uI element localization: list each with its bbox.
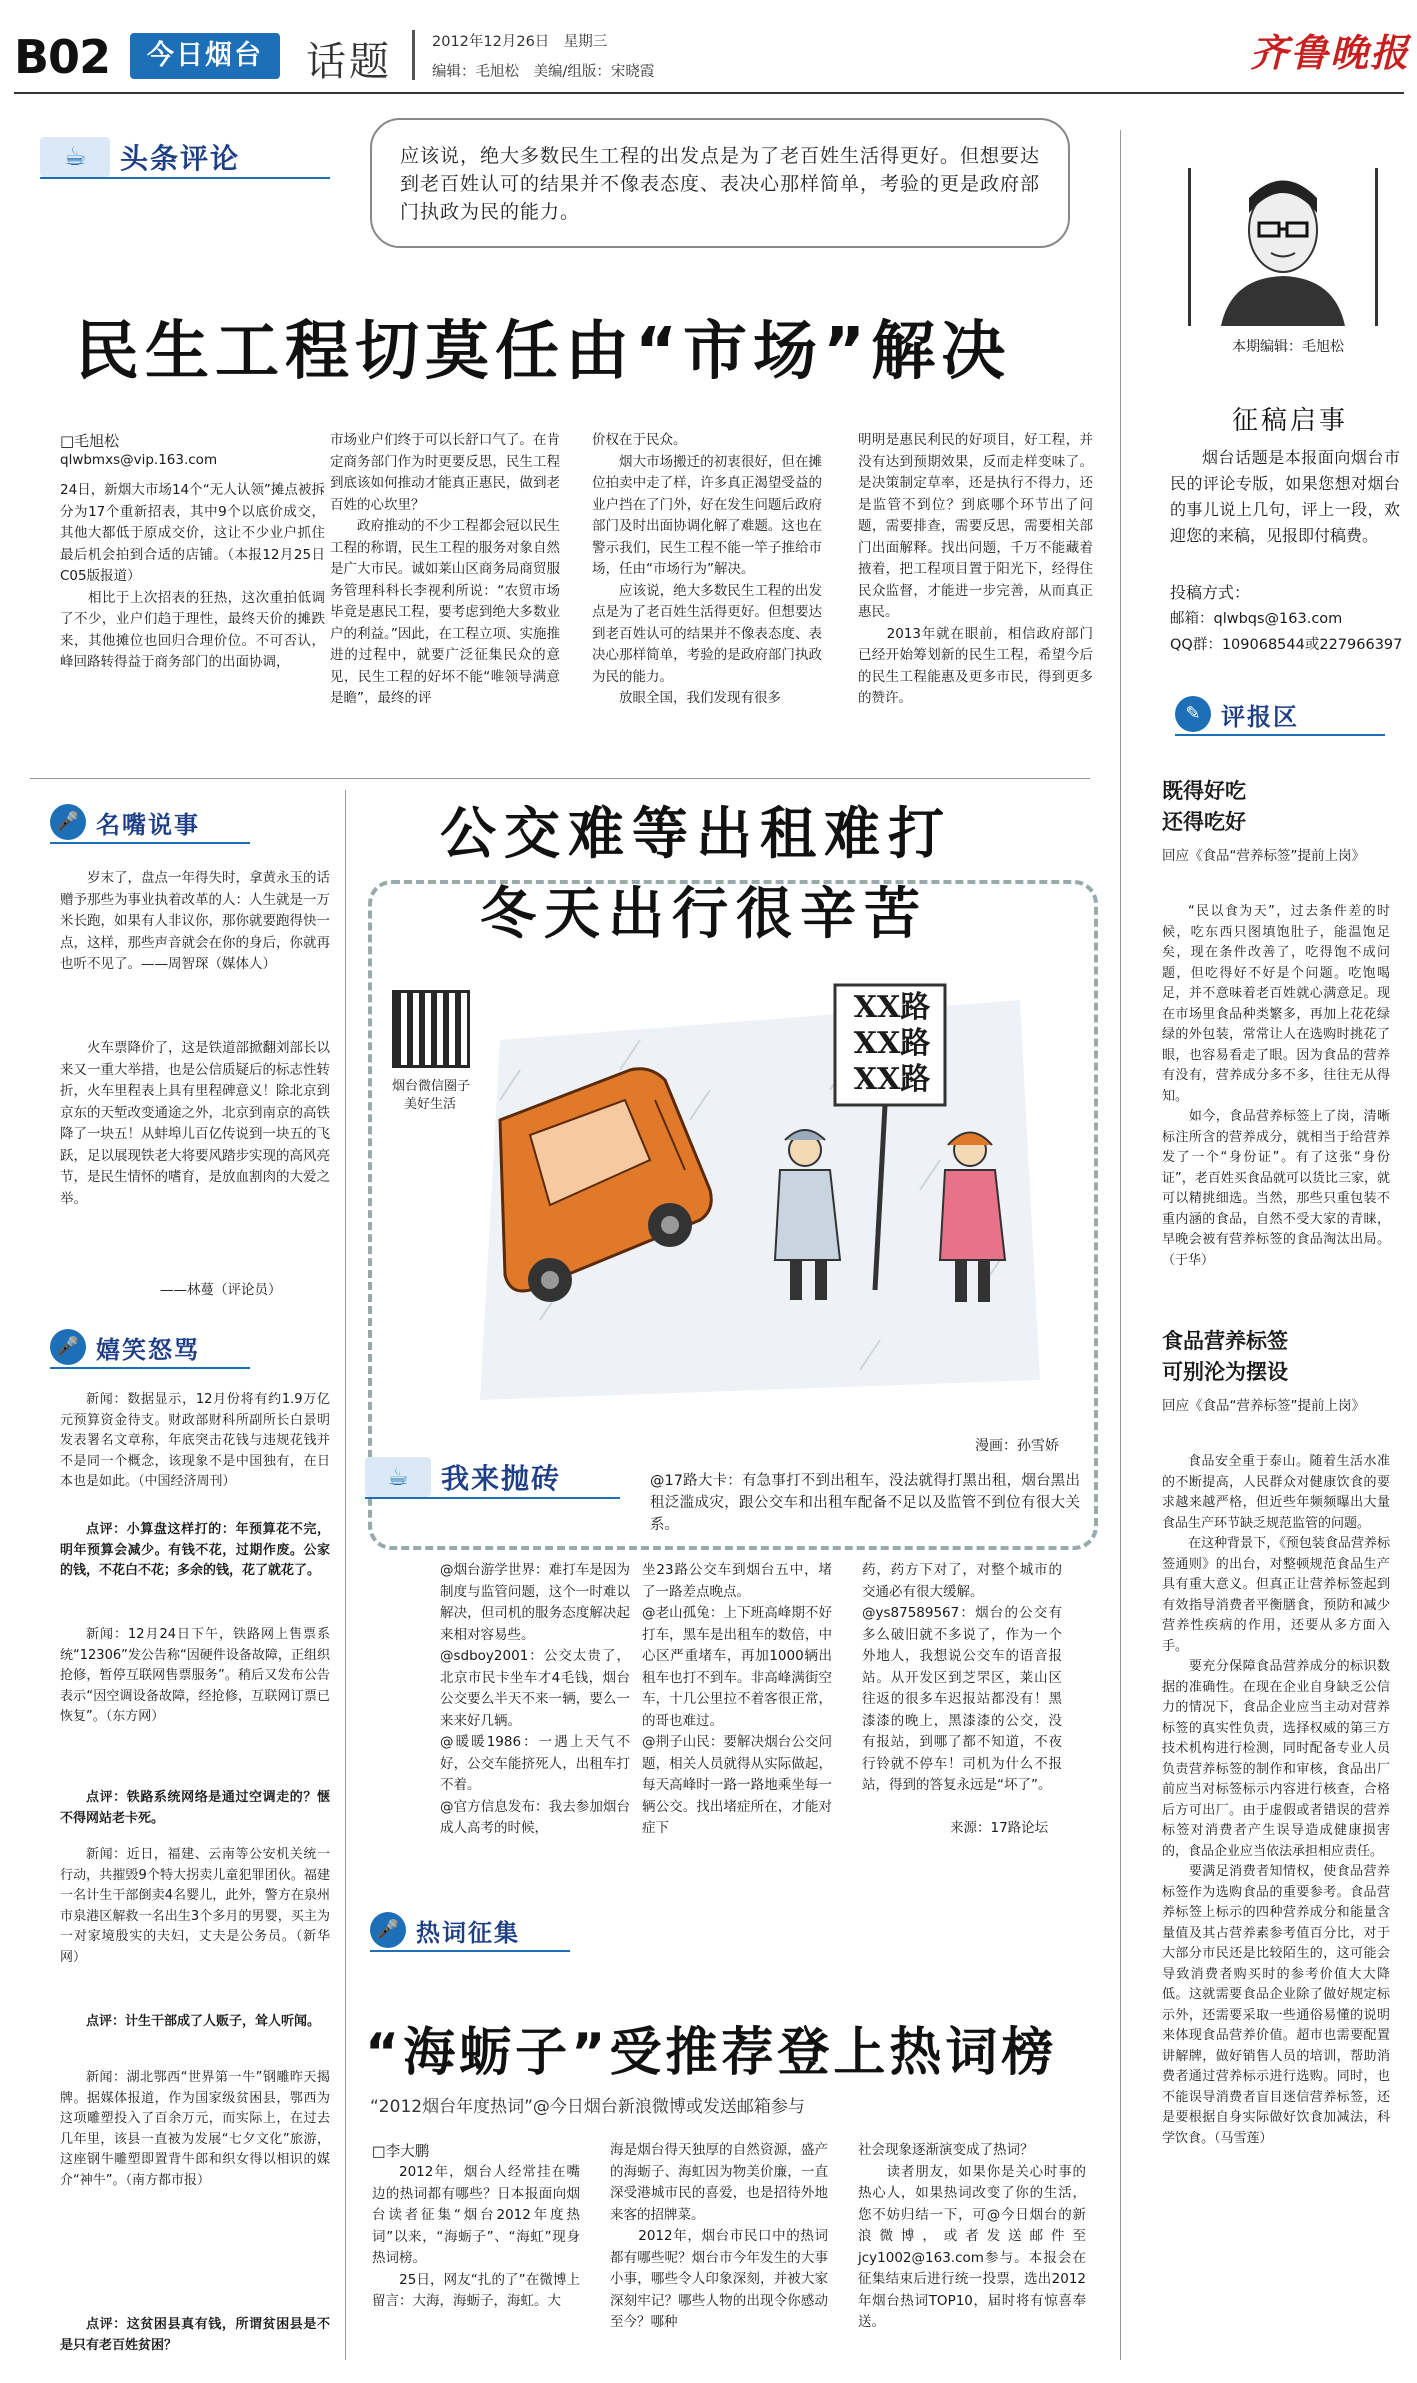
review-tag-label: 评报区 bbox=[1221, 702, 1299, 731]
left-column-divider bbox=[345, 790, 346, 2360]
sidebar-divider bbox=[1120, 130, 1121, 2360]
lead-headline: 民生工程切莫任由“市场”解决 bbox=[75, 315, 1012, 389]
editor-photo-frame bbox=[1188, 168, 1378, 326]
call-for-papers-body: 烟台话题是本报面向烟台市民的评论专版，如果您想对烟台的事儿说上几句，评上一段，欢迎您的来稿，见报即付稿费。 bbox=[1170, 448, 1400, 545]
hotword-col-3: 社会现象逐渐演变成了热词？ 读者朋友，如果你是关心时事的热心人，如果热词改变了你的生活，您不妨归结一下，可@今日烟台的新浪微博，或者发送邮件至jcy1002@163.com参与。本报会在征集结束后进行统一投票，选出2012年烟台热词TOP10，届时将有惊喜奉送。 bbox=[858, 2142, 1086, 2330]
contact-email: 邮箱：qlwbqs@163.com bbox=[1170, 611, 1343, 627]
microphone-icon: 🎤 bbox=[50, 804, 86, 840]
header-divider bbox=[412, 30, 415, 80]
lead-summary-box bbox=[370, 118, 1070, 248]
section-topic: 话题 bbox=[306, 39, 392, 85]
editor-caption: 本期编辑：毛旭松 bbox=[1232, 339, 1344, 355]
review2-title-b: 可别沦为摆设 bbox=[1162, 1360, 1288, 1384]
lead-byline: □毛旭松 bbox=[60, 432, 120, 450]
issue-date: 2012年12月26日 星期三 bbox=[432, 34, 608, 50]
microphone-icon: 🎤 bbox=[50, 1329, 86, 1365]
feature-title-line-2: 冬天出行很辛苦 bbox=[480, 882, 928, 947]
feature-col-1: @烟台游学世界：难打车是因为制度与监管问题，这个一时难以解决，但司机的服务态度解决起来相对容易些。 @sdboy2001：公交太贵了，北京市民卡坐车才4毛钱，烟台公交要么半天不来一辆，要么一来来好几辆。 @暖暖1986：一遇上天气不好，公交车能挤死人，出租车打不着。 @官方信息发布：我去参加烟台成人高考的时候， bbox=[440, 1562, 630, 1836]
sign-line: XX路 bbox=[853, 1062, 931, 1097]
review2-ref: 回应《食品“营养标签”提前上岗》 bbox=[1162, 1398, 1365, 1414]
feature-intro: @17路大卡：有急事打不到出租车，没法就得打黑出租，烟台黑出租泛滥成灾，跟公交车和出租车配备不足以及监管不到位有很大关系。 bbox=[650, 1473, 1080, 1533]
hotword-col-1: 2012年，烟台人经常挂在嘴边的热词都有哪些？日本报面向烟台读者征集“烟台2012年度热词”以来，“海蛎子”、“海虹”现身热词榜。 25日，网友“扎的了”在微博上留言：大海，海蛎子，海虹。大 bbox=[372, 2164, 580, 2309]
review1-body: “民以食为天”，过去条件差的时候，吃东西只图填饱肚子，能温饱足矣，现在条件改善了，吃得饱不成问题，但吃得好不好是个问题。吃饱喝足，并不意味着老百姓就心满意足。现在市场里食品种类繁多，再加上花花绿绿的外包装，常常让人在选购时挑花了眼，也容易看走了眼。因为食品的营养有没有，营养成分多不多，往往无从得知。 如今，食品营养标签上了岗，清晰标注所含的营养成分，就相当于给营养发了一个“身份证”。有了这张“身份证”，老百姓买食品就可以货比三家，就可以精挑细选。当然，那些只重包装不重内涵的食品，自然不受大家的青睐，早晚会被有营养标签的食品淘汰出局。（于华） bbox=[1162, 904, 1390, 1268]
hotword-headline: “海蛎子”受推荐登上热词榜 bbox=[365, 2023, 1058, 2083]
satire-news-1: 新闻：数据显示，12月份将有约1.9万亿元预算资金待支。财政部财科所副所长白景明发表署名文章称，年底突击花钱与违规花钱并不是同一个概念，该现象不是中国独有，在日本也是如此。（中国经济周刊） bbox=[60, 1392, 330, 1489]
contact-qq: QQ群：109068544或227966397 bbox=[1170, 637, 1403, 653]
newspaper-logo: 齐鲁晚报 bbox=[1250, 30, 1411, 75]
review1-ref: 回应《食品“营养标签”提前上岗》 bbox=[1162, 848, 1365, 864]
satire-comment-2: 点评：铁路系统网络是通过空调走的？惬不得网站老卡死。 bbox=[60, 1790, 330, 1826]
lead-col-4: 明明是惠民利民的好项目，好工程，并没有达到预期效果，反而走样变味了。是决策制定草率，还是执行不得力，还是监管不到位？到底哪个环节出了问题，需要排查，需要反思，需要相关部门出面解释。找出问题，千万不能藏着掖着，把工程项目置于阳光下，经得住民众监督，才能进一步完善，从而真正惠民。 2013年就在眼前，相信政府部门已经开始筹划新的民生工程，希望今后的民生工程能惠及更多市民，得到更多的赞许。 bbox=[858, 432, 1093, 706]
lead-col-1: 24日，新烟大市场14个“无人认领”摊点被拆分为17个重新招表，其中9个以底价成交，其他大都低于原成交价，这让不少业户抓住最后机会拍到合适的店铺。（本报12月25日C05版报道） 相比于上次招表的狂热，这次重拍低调了不少，业户们趋于理性，最终天价的摊跌来，其他摊位也回归合理价位。不可否认，峰回路转得益于商务部门的出面协调， bbox=[60, 482, 325, 670]
contact-label: 投稿方式： bbox=[1170, 583, 1251, 602]
cartoon-illustration bbox=[380, 960, 1080, 1420]
lead-col-3: 价权在于民众。 烟大市场搬迁的初衷很好，但在摊位拍卖中走了样，许多真正渴望受益的业户挡在了门外，好在发生问题后政府部门及时出面协调化解了难题。这也在警示我们，民生工程不能一竿子推给市场，任由“市场行为”解决。 应该说，绝大多数民生工程的出发点是为了老百姓生活得更好。但想要达到老百姓认可的结果并不像表态度、表决心那样简单，考验的是政府部门执政为民的能力。 放眼全国，我们发现有很多 bbox=[592, 432, 822, 706]
review2-body: 食品安全重于泰山。随着生活水准的不断提高，人民群众对健康饮食的要求越来越严格，但近些年频频曝出大量食品生产环节缺乏规范监管的问题。 在这种背景下，《预包装食品营养标签通则》的出台，对整顿规范食品生产具有重大意义。但真正让营养标签起到有效指导消费者平衡膳食，预防和减少营养性疾病的作用，还要从多方面入手。 要充分保障食品营养成分的标识数据的准确性。在现在企业自身缺乏公信力的情况下，食品企业应当主动对营养标签的真实性负责，选择权威的第三方技术机构进行检测，同时配备专业人员负责营养标签的制作和审核，食品出厂前应当对标签标示内容进行核查，合格后方可出厂。由于虚假或者错误的营养标签对消费者产生误导造成健康损害的，食品企业应当依法承担相应责任。 要满足消费者知情权，使食品营养标签作为选购食品的重要参考。食品营养标签上标示的四种营养成分和能量含量值及其占营养素参考值百分比，对于大部分市民还是比较陌生的，这可能会导致消费者购买时的参考价值大大降低。这就需要食品企业除了做好规定标示外，还需要采取一些通俗易懂的说明来体现食品营养价值。超市也需要配置讲解牌，做好销售人员的培训，帮助消费者通过营养标示进行选购。同时，也不能误导消费者盲目迷信营养标签，还是要根据自身实际做好饮食加减法，科学饮食。（马雪莲） bbox=[1162, 1454, 1390, 2146]
pen-icon: ✎ bbox=[1175, 696, 1211, 732]
feature-title-line-1: 公交难等出租难打 bbox=[440, 802, 952, 867]
review-tag bbox=[1175, 692, 1385, 736]
section-badge: 今日烟台 bbox=[130, 33, 280, 79]
header-rule bbox=[14, 92, 1404, 94]
sign-line: XX路 bbox=[853, 1026, 931, 1061]
pundit-para-2: 火车票降价了，这是铁道部掀翻刘部长以来又一重大举措，也是公信质疑后的标志性转折，火车里程表上具有里程碑意义！除北京到京东的天堑改变通途之外，北京到南京的高铁降了一块五！从蚌埠儿百亿传说到一块五的飞跃，足以展现铁老大将要风踏步实现的高风亮节，是民生情怀的嗜育，是放血割肉的大爱之举。 bbox=[60, 1040, 330, 1207]
hotword-subhead: “2012烟台年度热词”@今日烟台新浪微博或发送邮箱参与 bbox=[370, 2097, 805, 2117]
bus-stop-sign bbox=[842, 990, 942, 1098]
qr-caption-1: 烟台微信圈子 bbox=[392, 1079, 471, 1094]
feature-source: 来源：17路论坛 bbox=[950, 1820, 1049, 1836]
pundit-para-1: 岁末了，盘点一年得失时，拿黄永玉的话赠予那些为事业执着改革的人：人生就是一万米长跑，如果有人非议你，那你就要跑得快一点，这样，那些声音就会在你的身后，你就再也听不见了。——周智琛（媒体人） bbox=[60, 870, 330, 972]
review1-title-b: 还得吃好 bbox=[1162, 810, 1246, 834]
qr-caption-2: 美好生活 bbox=[404, 1097, 457, 1112]
editor-portrait-icon bbox=[1191, 168, 1375, 326]
coffee-cup-icon: ☕ bbox=[365, 1457, 431, 1497]
editor-credits: 编辑：毛旭松 美编/组版：宋晓霞 bbox=[432, 64, 655, 80]
pundit-tag-label: 名嘴说事 bbox=[96, 810, 200, 839]
section-divider bbox=[30, 778, 1090, 779]
microphone-icon: 🎤 bbox=[370, 1912, 406, 1948]
coffee-cup-icon: ☕ bbox=[40, 137, 110, 177]
lead-summary: 应该说，绝大多数民生工程的出发点是为了老百姓生活得更好。但想要达到老百姓认可的结果并不像表态度、表决心那样简单，考验的更是政府部门执政为民的能力。 bbox=[400, 145, 1041, 223]
sign-line: XX路 bbox=[853, 990, 931, 1025]
lead-email: qlwbmxs@vip.163.com bbox=[60, 452, 218, 468]
satire-news-4: 新闻：湖北鄂西“世界第一牛”钢雕昨天揭牌。据媒体报道，作为国家级贫困县，鄂西为这项雕塑投入了百余万元，而实际上，在过去几年里，该县一直被为发展“七夕文化”旅游，这座钢牛雕塑即置背牛郎和织女得以相识的媒介“神牛”。（南方都市报） bbox=[60, 2070, 330, 2188]
satire-comment-4: 点评：这贫困县真有钱，所谓贫困县是不是只有老百姓贫困？ bbox=[60, 2317, 330, 2353]
feature-col-3: 药，药方下对了，对整个城市的交通必有很大缓解。 @ys87589567：烟台的公交有多么破旧就不多说了，作为一个外地人，我想说公交车的语音报站。从开发区到芝罘区，莱山区往返的很多车迟报站都没有！黑漆漆的晚上，黑漆漆的公交，没有报站，到哪了都不知道，不夜行铃就不停车！司机为什么不报站，得到的答复永远是“坏了”。 bbox=[862, 1562, 1062, 1793]
call-for-papers-title: 征稿启事 bbox=[1232, 406, 1349, 436]
lead-col-2: 市场业户们终于可以长舒口气了。在肯定商务部门作为时更要反思，民生工程到底该如何推动才能真正惠民，做到老百姓的心坎里？ 政府推动的不少工程都会冠以民生工程的称谓，民生工程的服务对象自然是广大市民。诚如莱山区商务局商贸服务管理科科长李视利所说：“农贸市场毕竟是惠民工程，要考虑到绝大多数业户的利益。”因此，在工程立项、实施推进的过程中，就要广泛征集民众的意见，民生工程的好坏不能“唯领导满意是瞻”，最终的评 bbox=[330, 432, 560, 706]
lead-tag bbox=[40, 135, 330, 179]
pundit-sign: ——林蔓（评论员） bbox=[160, 1282, 282, 1298]
feature-col-2: 坐23路公交车到烟台五中，堵了一路差点晚点。 @老山孤兔：上下班高峰期不好打车，黑车是出租车的数倍，中心区严重堵车，再加1000辆出租车也打不到车。非高峰满街空车，十几公里拉不着客很正常，的哥也难过。 @荆子山民：要解决烟台公交问题，相关人员就得从实际做起，每天高峰时一路一路地乘坐每一辆公交。找出堵症所在，才能对症下 bbox=[642, 1562, 832, 1836]
lead-tag-label: 头条评论 bbox=[120, 142, 241, 175]
satire-tag-label: 嬉笑怒骂 bbox=[96, 1335, 200, 1364]
page-number: B02 bbox=[14, 30, 111, 84]
hotword-tag-label: 热词征集 bbox=[416, 1918, 520, 1947]
satire-news-2: 新闻：12月24日下午，铁路网上售票系统“12306”发公告称“因硬件设备故障，正组织抢修，暂停互联网售票服务”。稍后又发布公告表示“因空调设备故障，经抢修，互联网订票已恢复”。（东方网） bbox=[60, 1627, 330, 1724]
satire-news-3: 新闻：近日，福建、云南等公安机关统一行动，共摧毁9个特大拐卖儿童犯罪团伙。福建一名计生干部倒卖4名婴儿，此外，警方在泉州市泉港区解救一名出生3个多月的男婴，买主为一对家境殷实的夫妇，丈夫是公务员。（新华网） bbox=[60, 1847, 330, 1965]
hotword-byline: □李大鹏 bbox=[372, 2144, 430, 2160]
satire-tag bbox=[50, 1325, 250, 1369]
review2-title-a: 食品营养标签 bbox=[1162, 1329, 1288, 1353]
satire-comment-1: 点评：小算盘这样打的：年预算花不完，明年预算会减少。有钱不花，过期作废。公家的钱，不花白不花；多余的钱，花了就花了。 bbox=[60, 1522, 330, 1578]
satire-comment-3: 点评：计生干部成了人贩子，耸人听闻。 bbox=[86, 2014, 321, 2029]
brick-tag-label: 我来抛砖 bbox=[441, 1462, 562, 1495]
review1-title-a: 既得好吃 bbox=[1162, 779, 1246, 803]
pundit-tag bbox=[50, 800, 250, 844]
hotword-tag bbox=[370, 1908, 570, 1952]
hotword-col-2: 海是烟台得天独厚的自然资源，盛产的海蛎子、海虹因为物美价廉，一直深受港城市民的喜爱，也是招待外地来客的招牌菜。 2012年，烟台市民口中的热词都有哪些呢？烟台市今年发生的大事小事，哪些令人印象深刻，并被大家深刻牢记？哪些人物的出现令你感动至今？哪种 bbox=[610, 2142, 828, 2330]
cartoon-credit: 漫画：孙雪娇 bbox=[975, 1438, 1059, 1454]
brick-tag bbox=[365, 1455, 620, 1499]
